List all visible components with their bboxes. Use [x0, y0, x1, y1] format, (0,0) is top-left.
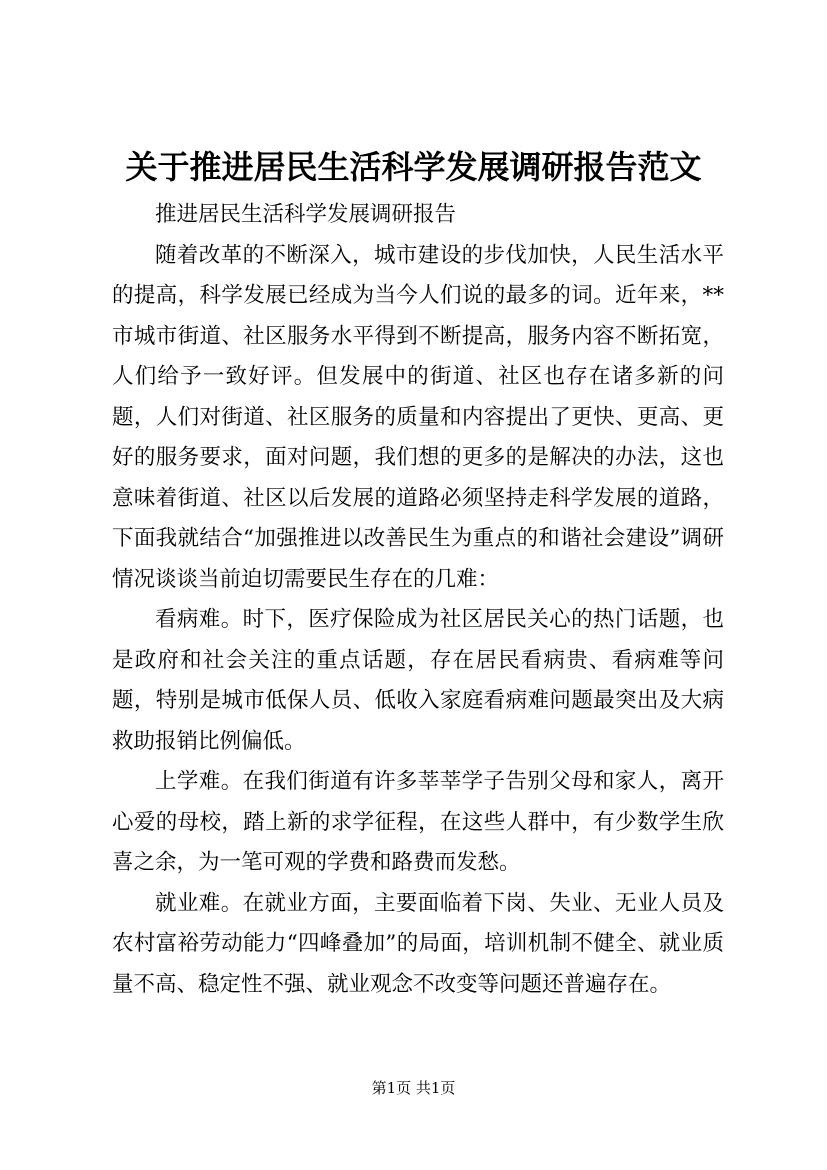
page-footer: 第1页 共1页 — [371, 1079, 456, 1097]
education-paragraph: 上学难。在我们街道有许多莘莘学子告别父母和家人，离开心爱的母校，踏上新的求学征程，在这些人群中，有少数学生欣喜之余，为一笔可观的学费和路费而发愁。 — [112, 769, 724, 875]
document-title: 关于推进居民生活科学发展调研报告范文 — [125, 148, 702, 186]
medical-paragraph: 看病难。时下，医疗保险成为社区居民关心的热门话题，也是政府和社会关注的重点话题，存在居民看病贵、看病难等问题，特别是城市低保人员、低收入家庭看病难问题最突出及大病救助报销比例偏低。 — [112, 607, 724, 754]
intro-paragraph: 随着改革的不断深入，城市建设的步伐加快，人民生活水平的提高，科学发展已经成为当今人们说的最多的词。近年来，**市城市街道、社区服务水平得到不断提高，服务内容不断拓宽，人们给予一致好评。但发展中的街道、社区也存在诸多新的问题，人们对街道、社区服务的质量和内容提出了更快、更高、更好的服务要求，面对问题，我们想的更多的是解决的办法，这也意味着街道、社区以后发展的道路必须坚持走科学发展的道路，下面我就结合“加强推进以改善民生为重点的和谐社会建设”调研情况谈谈当前迫切需要民生存在的几难： — [112, 242, 724, 592]
document-body — [112, 195, 724, 1005]
employment-paragraph: 就业难。在就业方面，主要面临着下岗、失业、无业人员及农村富裕劳动能力“四峰叠加”的局面，培训机制不健全、就业质量不高、稳定性不强、就业观念不改变等问题还普遍存在。 — [112, 890, 724, 997]
subtitle-paragraph: 推进居民生活科学发展调研报告 — [155, 202, 457, 227]
